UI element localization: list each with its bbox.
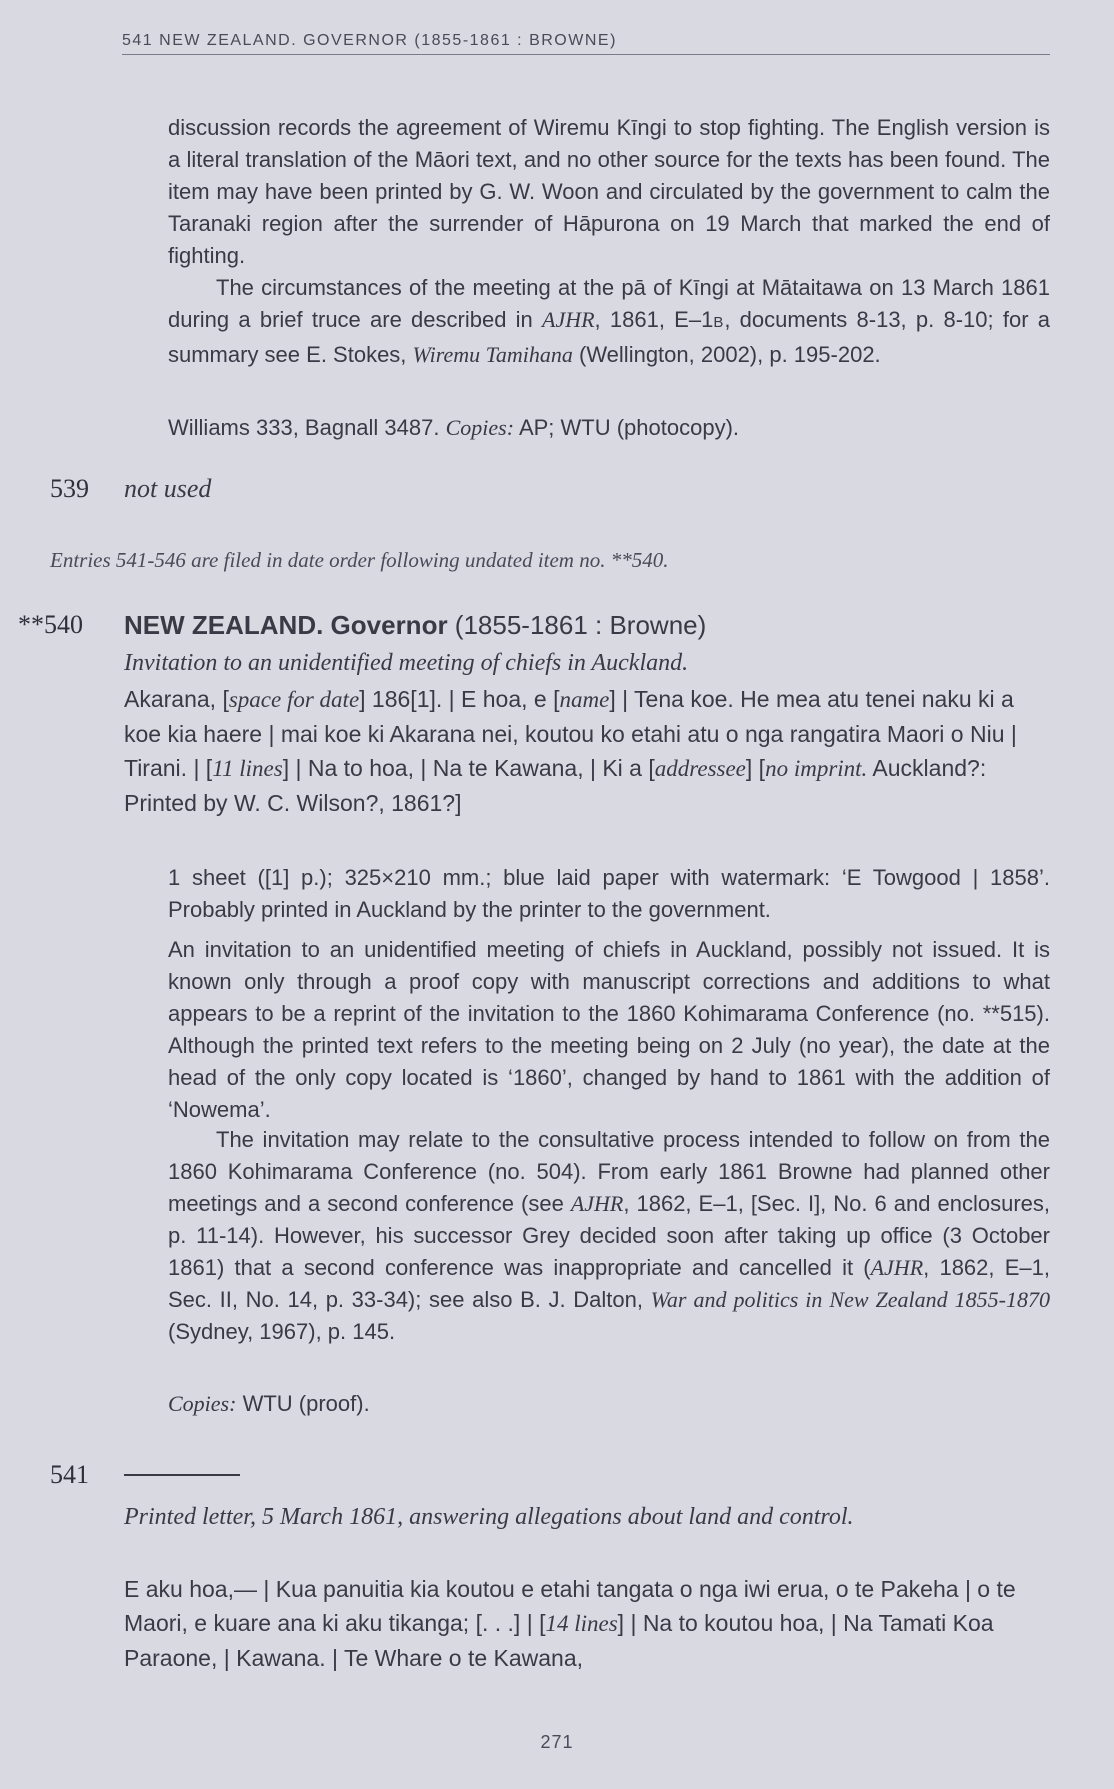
text: ] [ xyxy=(745,755,766,781)
text: (Wellington, 2002), p. 195-202. xyxy=(572,342,881,367)
entry-541-transcription xyxy=(124,1572,1044,1675)
entry-number-540: **540 xyxy=(18,610,83,639)
text: The invitation may relate to the consultative process intended to follow on from the 1860 Kohimarama Conference (no. 504). From early 1861 Browne had planned other meetings and a second conference (see xyxy=(168,1127,1050,1216)
journal-abbrev: AJHR xyxy=(542,307,595,332)
repeat-heading-dash xyxy=(124,1474,240,1476)
paragraph-circumstances xyxy=(168,272,1050,371)
text: The circumstances of the meeting at the pā of Kīngi at Mātaitawa on 13 March 1861 during a brief truce are described in xyxy=(168,275,1050,332)
text: ] 186[1]. | E hoa, e [ xyxy=(359,686,560,712)
entry-540-note-2 xyxy=(168,1124,1050,1348)
entry-541-title: Printed letter, 5 March 1861, answering allegations about land and control. xyxy=(124,1504,854,1530)
paragraph-continuation: discussion records the agreement of Wiremu Kīngi to stop fighting. The English version is a literal translation of the Māori text, and no other source for the texts has been found. The item may have been printed by G. W. Woon and circulated by the government to calm the Taranaki region after the surrender of Hāpurona on 19 March that marked the end of fighting. xyxy=(168,115,1050,268)
editorial: 11 lines xyxy=(212,756,283,781)
text: , documents 8-13, p. 8-10; for a summary see E. Stokes, xyxy=(168,307,1050,367)
entry-number-541: 541 xyxy=(50,1460,89,1489)
copies-label: Copies: xyxy=(445,415,515,440)
entry-540-physical: 1 sheet ([1] p.); 325×210 mm.; blue laid paper with watermark: ‘E Towgood | 1858’. Probably printed in Auckland by the printer to the government. xyxy=(168,865,1050,922)
entry-540-transcription xyxy=(124,682,1044,820)
heading-rest: (1855-1861 : Browne) xyxy=(447,610,707,640)
book-title: War and politics in New Zealand 1855-1870 xyxy=(650,1287,1050,1312)
small-caps: B xyxy=(713,314,725,331)
text: Akarana, [ xyxy=(124,686,229,712)
journal-abbrev: AJHR xyxy=(870,1255,924,1280)
heading-bold: NEW ZEALAND. Governor xyxy=(124,610,448,640)
text: AP; WTU (photocopy). xyxy=(514,415,740,440)
book-title: Wiremu Tamihana xyxy=(412,342,573,367)
text: Auckland?: Printed by W. C. Wilson?, 1861?] xyxy=(124,755,987,816)
editorial: space for date xyxy=(228,687,360,712)
text: E aku hoa,— | Kua panuitia kia koutou e etahi tangata o nga iwi erua, o te Pakeha | o te Maori, e kuare ana ki aku tikanga; [. . .] | [ xyxy=(124,1576,1016,1636)
entry-539-text: not used xyxy=(124,474,212,503)
running-head: 541 NEW ZEALAND. GOVERNOR (1855-1861 : BROWNE) xyxy=(122,32,1050,55)
entry-540-heading xyxy=(124,608,1044,642)
text: ] | Na to koutou hoa, | Na Tamati Koa Paraone, | Kawana. | Te Whare o te Kawana, xyxy=(124,1610,994,1671)
copies-label: Copies: xyxy=(168,1391,237,1416)
editorial: no imprint. xyxy=(765,756,868,781)
text: , 1862, E–1, [Sec. I], No. 6 and enclosures, p. 11-14). However, his successor Grey decided soon after taking up office (3 October 1861) that a second conference was inappropriate and cancelled it ( xyxy=(168,1191,1050,1280)
editorial: 14 lines xyxy=(545,1611,618,1636)
text: WTU (proof). xyxy=(236,1391,370,1416)
text: , 1862, E–1, Sec. II, No. 14, p. 33-34); see also B. J. Dalton, xyxy=(168,1255,1050,1312)
filing-note: Entries 541-546 are filed in date order following undated item no. **540. xyxy=(50,548,669,572)
editorial: name xyxy=(559,687,610,712)
text: (Sydney, 1967), p. 145. xyxy=(168,1319,396,1344)
text: Williams 333, Bagnall 3487. xyxy=(168,415,446,440)
editorial: addressee xyxy=(654,756,746,781)
journal-abbrev: AJHR xyxy=(570,1191,624,1216)
page-number: 271 xyxy=(540,1732,574,1752)
text: , 1861, E–1 xyxy=(594,307,714,332)
entry-number-539: 539 xyxy=(50,474,89,503)
entry-540-title: Invitation to an unidentified meeting of chiefs in Auckland. xyxy=(124,650,689,676)
references-line xyxy=(168,412,1050,444)
entry-540-copies xyxy=(168,1388,1050,1420)
text: ] | Na to hoa, | Na te Kawana, | Ki a [ xyxy=(282,755,655,781)
text: ] | Tena koe. He mea atu tenei naku ki a koe kia haere | mai koe ki Akarana nei, koutou ko etahi atu o nga rangatira Maori o Niu | Tirani. | [ xyxy=(124,686,1017,781)
entry-540-note-1: An invitation to an unidentified meeting of chiefs in Auckland, possibly not issued. It is known only through a proof copy with manuscript corrections and additions to what appears to be a reprint of the invitation to the 1860 Kohimarama Conference (no. **515). Although the printed text refers to the meeting being on 2 July (no year), the date at the head of the only copy located is ‘1860’, changed by hand to 1861 with the addition of ‘Nowema’. xyxy=(168,937,1050,1122)
